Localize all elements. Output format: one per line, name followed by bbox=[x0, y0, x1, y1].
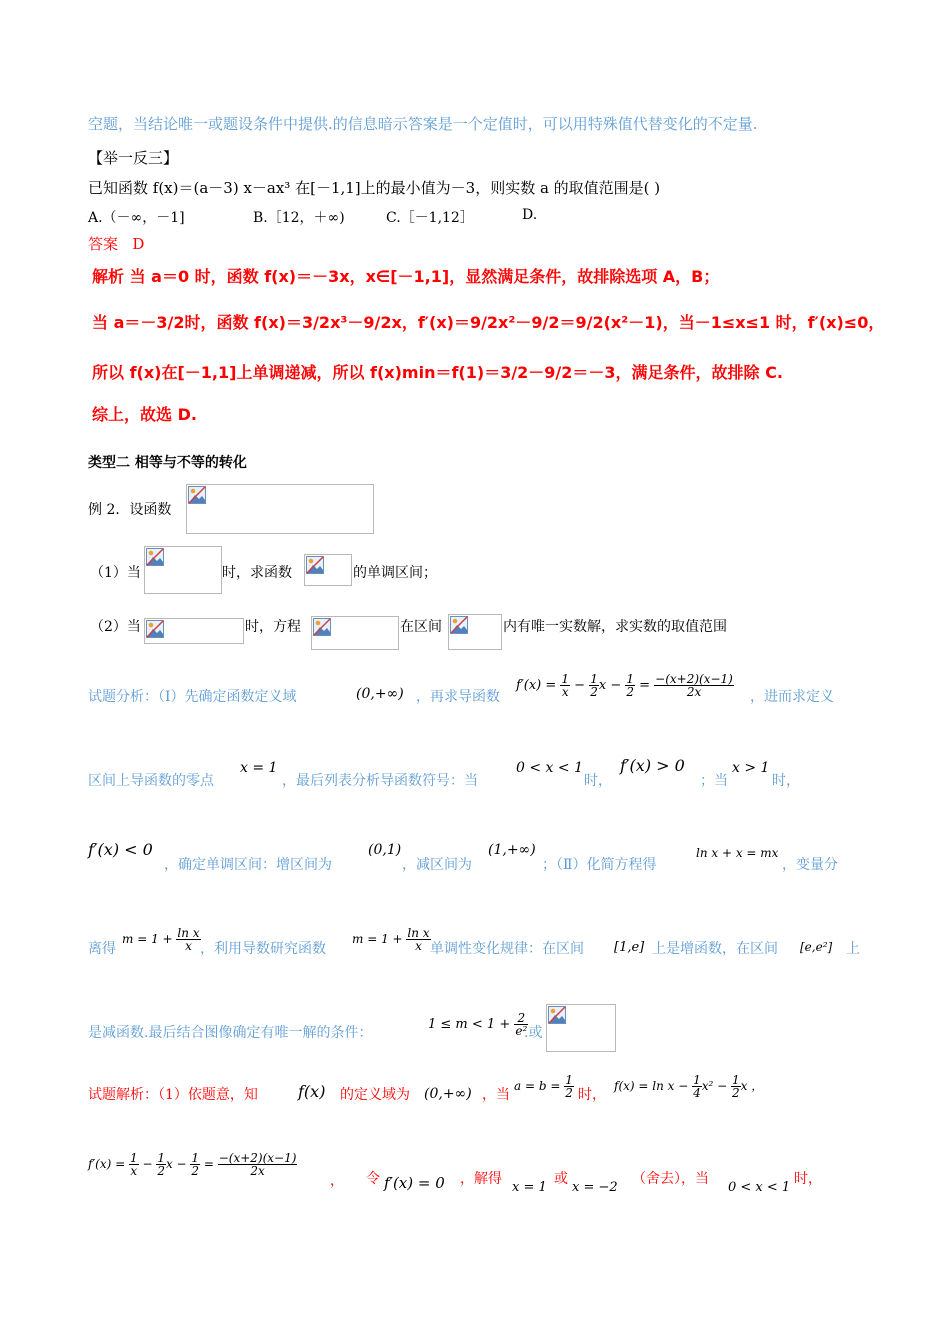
math-fx: f(x) bbox=[298, 1082, 326, 1101]
analysis-s1-a: 试题分析：（Ⅰ）先确定函数定义域 bbox=[88, 689, 297, 705]
problem-text: 已知函数 f(x)＝(a－3) x－ax³ 在[－1,1]上的最小值为－3，则实数 a 的取值范围是( ) bbox=[88, 179, 661, 197]
broken-image-icon bbox=[306, 556, 324, 574]
broken-image-icon bbox=[146, 548, 164, 566]
math-xg1: x > 1 bbox=[732, 760, 770, 776]
math-fzero: f′(x) = 0 bbox=[384, 1174, 445, 1192]
analysis-line-2: 当 a＝－3/2时，函数 f(x)＝3/2x³－9/2x，f′(x)＝9/2x²－9/2＝9/2(x²－1)，当－1≤x≤1 时，f′(x)≤0， bbox=[92, 313, 885, 332]
q1-suffix: 的单调区间； bbox=[353, 565, 437, 581]
analysis-s4-e: 上 bbox=[846, 941, 860, 957]
math-i01: (0,1) bbox=[368, 842, 402, 858]
math-xm2: x = −2 bbox=[572, 1180, 618, 1195]
broken-image-placeholder bbox=[144, 546, 222, 594]
option-d: D. bbox=[522, 207, 538, 223]
math-fneg: f′(x) < 0 bbox=[88, 840, 153, 859]
math-cond: 1 ≤ m < 1 + $\frac{2}{\text{e²}}$ bbox=[428, 1011, 528, 1038]
broken-image-icon bbox=[548, 1006, 566, 1024]
solution-r2-c: ，解得 bbox=[460, 1171, 502, 1187]
math-fprime: f′(x) = $\frac{1}{x}$ − $\frac{1}{2}$ x − $\frac{1}{2}$ = $\frac{-(x+2)(x-1)}{2x}$ bbox=[516, 672, 733, 699]
broken-image-icon bbox=[450, 616, 468, 634]
q2-suffix: 内有唯一实数解，求实数的取值范围 bbox=[503, 619, 727, 635]
broken-image-placeholder bbox=[144, 618, 244, 644]
broken-image-placeholder bbox=[304, 554, 352, 586]
solution-r1-c: ，当 bbox=[482, 1087, 510, 1103]
analysis-s4-b: ，利用导数研究函数 bbox=[200, 941, 326, 957]
analysis-line-4: 综上，故选 D. bbox=[92, 405, 197, 424]
solution-r2-e: （舍去），当 bbox=[632, 1171, 709, 1187]
analysis-s4-c: 单调性变化规律：在区间 bbox=[430, 941, 584, 957]
broken-image-icon bbox=[146, 620, 164, 638]
math-i1e: [1,e] bbox=[614, 940, 645, 955]
analysis-s2-a: 区间上导函数的零点 bbox=[88, 773, 214, 789]
analysis-s2-b: ，最后列表分析导函数符号：当 bbox=[282, 773, 478, 789]
q1-mid: 时，求函数 bbox=[222, 565, 292, 581]
solution-r1-a: 试题解析：（1）依题意，知 bbox=[88, 1087, 258, 1103]
solution-r2-d: 或 bbox=[554, 1171, 568, 1187]
math-ab: a = b = $\frac{1}{2}$ bbox=[514, 1073, 573, 1100]
math-int01-2: 0 < x < 1 bbox=[728, 1180, 791, 1195]
solution-r1-b: 的定义域为 bbox=[340, 1087, 410, 1103]
analysis-s2-c: 时， bbox=[584, 773, 612, 789]
solution-r2-b: 令 bbox=[366, 1171, 380, 1187]
math-m1: m = 1 + $\frac{\text{ln x}}{x}$ bbox=[122, 926, 200, 953]
math-fpos: f′(x) > 0 bbox=[620, 756, 685, 775]
analysis-s5-b: .或 bbox=[524, 1025, 543, 1041]
math-eq: ln x + x = mx bbox=[696, 846, 779, 860]
analysis-s3-c: ；（Ⅱ）化简方程得 bbox=[542, 857, 657, 873]
math-domain-2: (0,+∞) bbox=[424, 1086, 472, 1102]
math-x1-2: x = 1 bbox=[512, 1180, 547, 1195]
analysis-s1-b: ，再求导函数 bbox=[416, 689, 500, 705]
analysis-s4-a: 离得 bbox=[88, 941, 116, 957]
analysis-s4-d: 上是增函数，在区间 bbox=[652, 941, 778, 957]
q2-mid: 时，方程 bbox=[245, 619, 301, 635]
type2-heading: 类型二 相等与不等的转化 bbox=[88, 455, 247, 471]
analysis-s3-b: ，减区间为 bbox=[402, 857, 472, 873]
broken-image-icon bbox=[188, 486, 206, 504]
answer-label: 答案 D bbox=[88, 235, 145, 253]
intro-text: 空题，当结论唯一或题设条件中提供.的信息暗示答案是一个定值时，可以用特殊值代替变化的不定量. bbox=[88, 115, 758, 133]
math-iee2: [e,e²] bbox=[800, 940, 833, 954]
analysis-line-3: 所以 f(x)在[－1,1]上单调递减，所以 f(x)min＝f(1)＝3/2－9/2＝－3，满足条件，故排除 C. bbox=[92, 363, 783, 382]
analysis-s5-a: 是减函数.最后结合图像确定有唯一解的条件： bbox=[88, 1025, 373, 1041]
analysis-s2-e: 时， bbox=[772, 773, 800, 789]
example2-label: 例 2．设函数 bbox=[88, 502, 172, 518]
math-m2: m = 1 + $\frac{\text{ln x}}{x}$ bbox=[352, 926, 430, 953]
broken-image-placeholder bbox=[186, 484, 374, 534]
section-label-juyi: 【举一反三】 bbox=[88, 149, 179, 167]
solution-r1-d: 时， bbox=[578, 1087, 606, 1103]
option-a: A.（－∞，－1] bbox=[88, 210, 185, 226]
analysis-s2-d: ；当 bbox=[700, 773, 728, 789]
math-fprime-2: f′(x) = $\frac{1}{x}$ − $\frac{1}{2}$ x − $\frac{1}{2}$ = $\frac{-(x+2)(x-1)}{2x}$ bbox=[88, 1151, 297, 1178]
analysis-s3-d: ，变量分 bbox=[782, 857, 838, 873]
math-i1inf: (1,+∞) bbox=[488, 842, 536, 858]
q2-prefix: （2）当 bbox=[90, 619, 141, 635]
broken-image-placeholder bbox=[311, 616, 399, 650]
analysis-line-1: 解析 当 a＝0 时，函数 f(x)＝－3x，x∈[－1,1]，显然满足条件，故排除选项 A，B； bbox=[92, 267, 720, 286]
math-int01: 0 < x < 1 bbox=[516, 760, 583, 776]
math-fdef: f(x) = ln x − $\frac{1}{4}$ x² − $\frac{1}{2}$ x ， bbox=[614, 1073, 764, 1100]
option-b: B.［12，＋∞) bbox=[253, 210, 345, 226]
solution-r2-a: ， bbox=[330, 1173, 344, 1189]
math-domain: (0,+∞) bbox=[356, 686, 404, 702]
broken-image-placeholder bbox=[546, 1004, 616, 1052]
solution-r2-f: 时， bbox=[794, 1171, 822, 1187]
math-x1: x = 1 bbox=[240, 760, 278, 776]
q1-prefix: （1）当 bbox=[90, 565, 141, 581]
analysis-s3-a: ，确定单调区间：增区间为 bbox=[164, 857, 332, 873]
option-c: C.［－1,12］ bbox=[386, 210, 474, 226]
broken-image-placeholder bbox=[448, 614, 502, 650]
broken-image-icon bbox=[313, 618, 331, 636]
analysis-s1-c: ，进而求定义 bbox=[750, 689, 834, 705]
q2-mid2: 在区间 bbox=[400, 619, 442, 635]
